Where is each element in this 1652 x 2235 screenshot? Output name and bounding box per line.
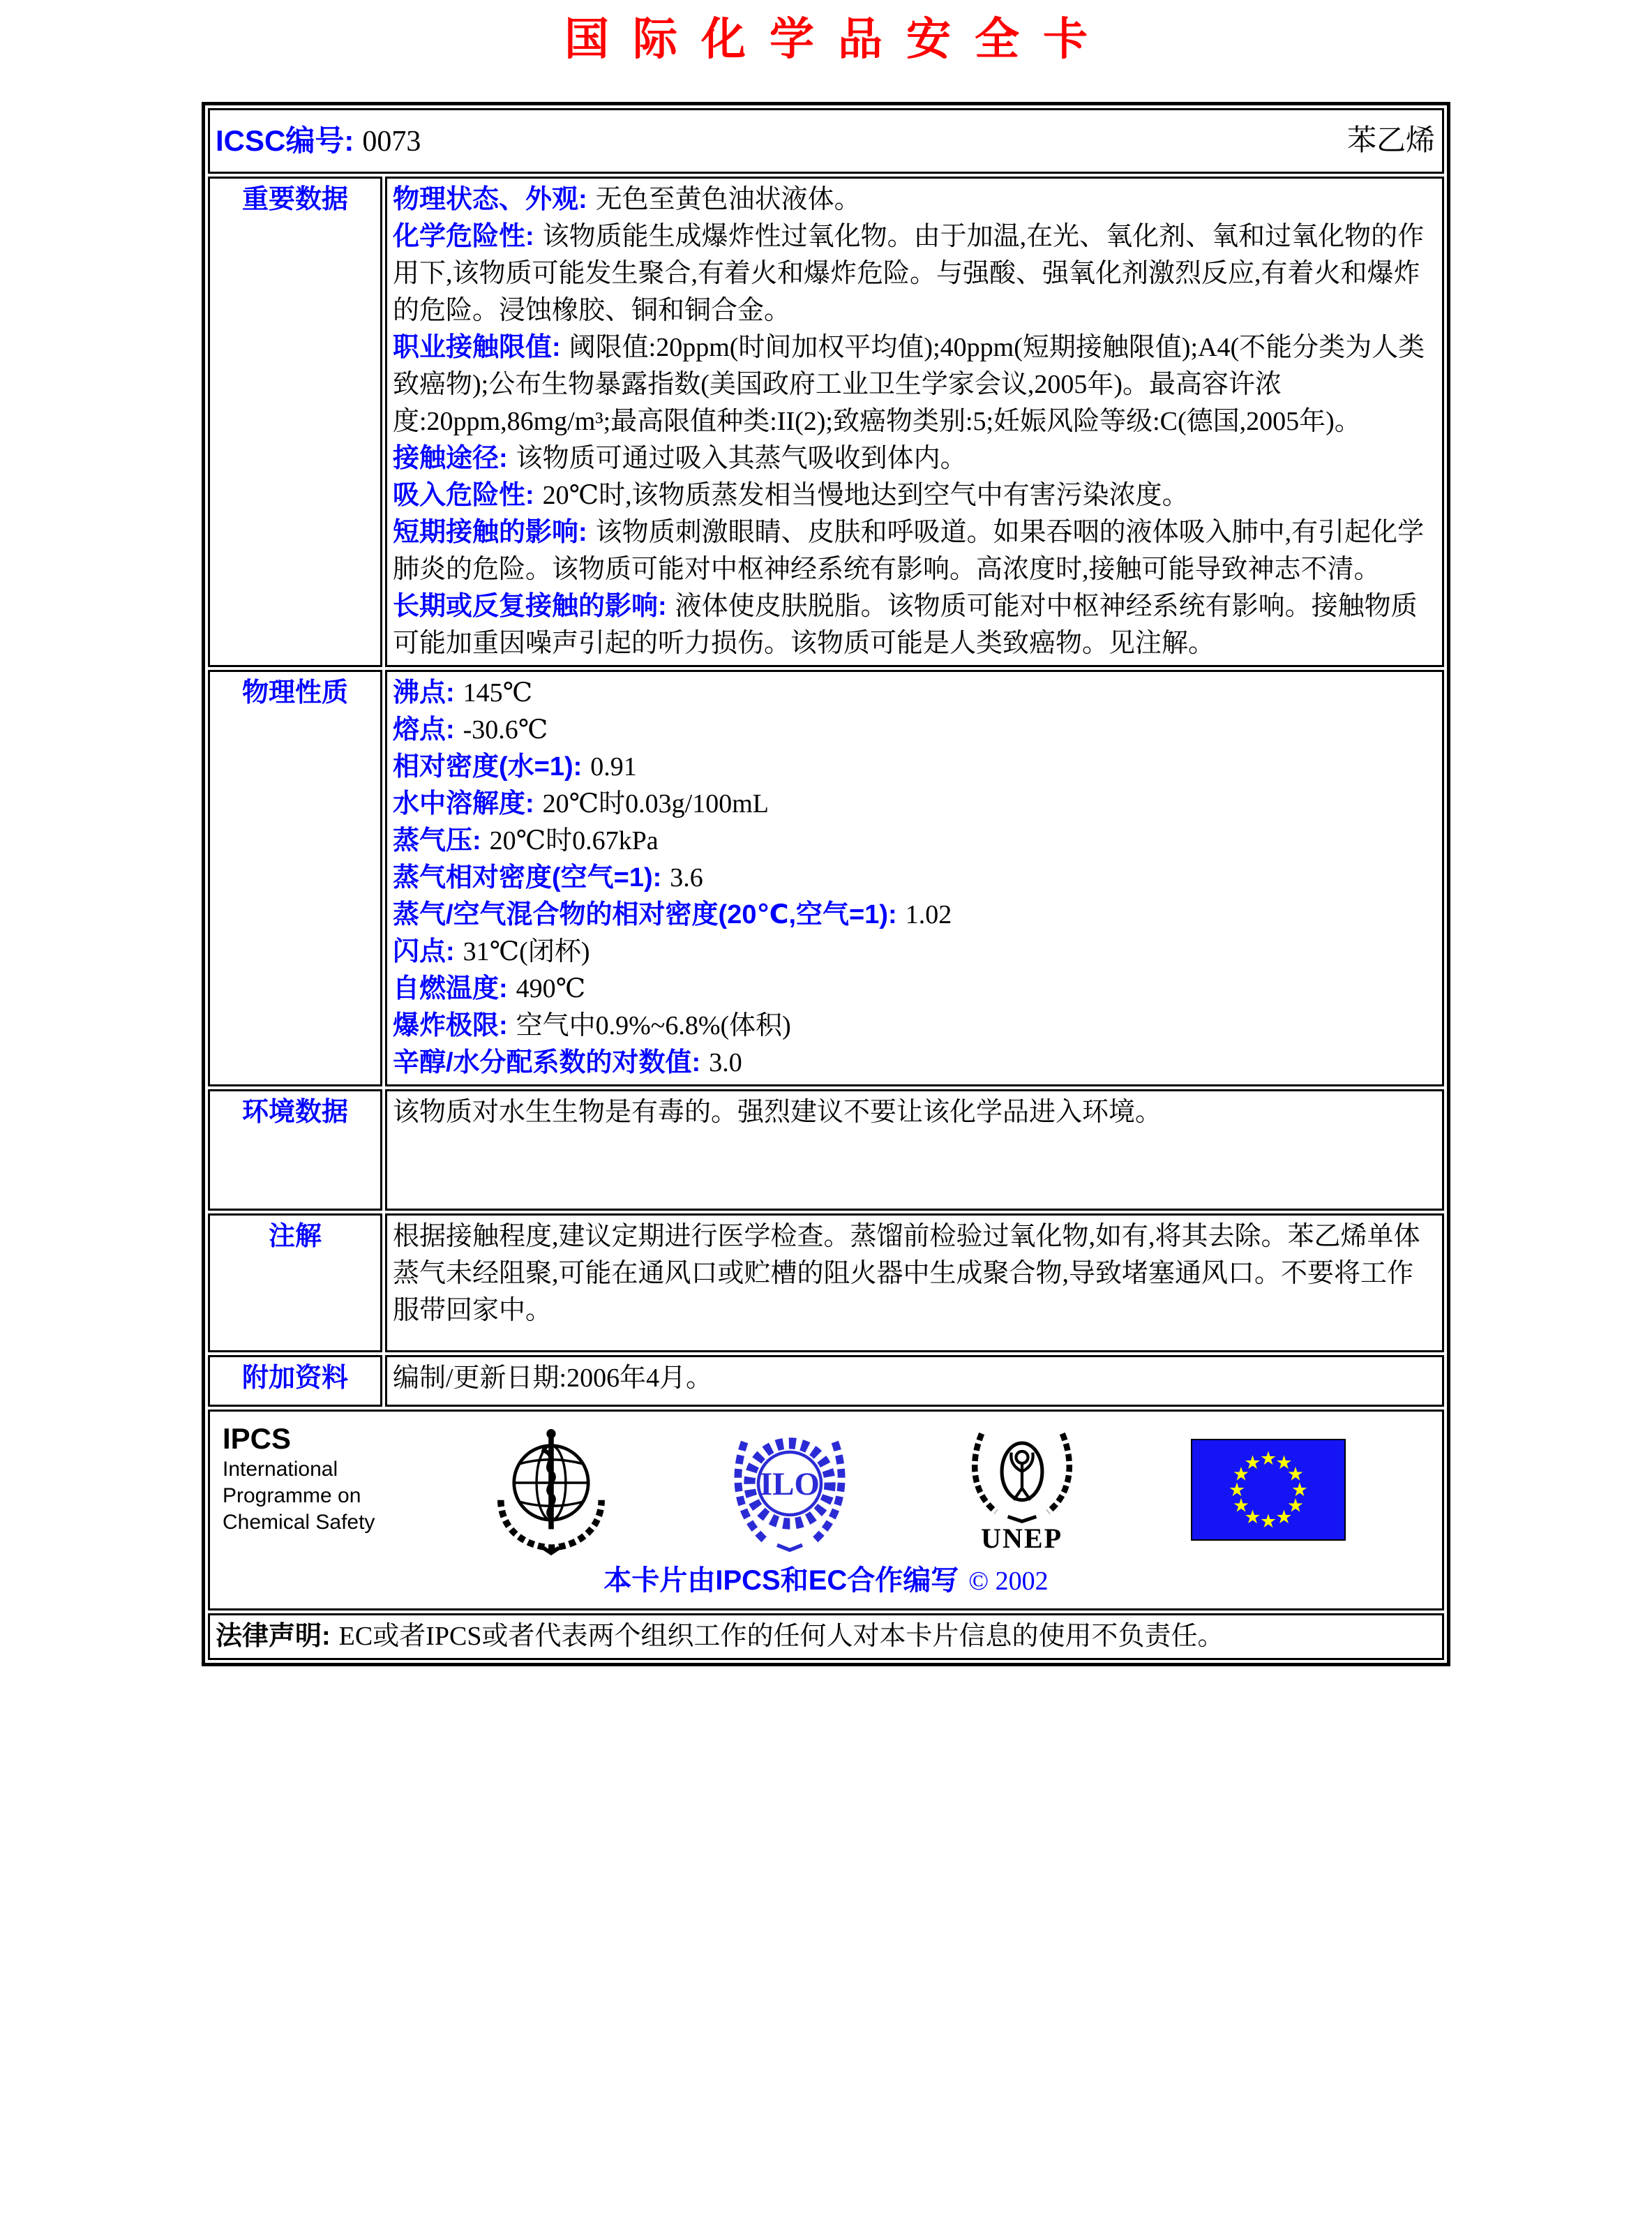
property-line bbox=[393, 897, 1436, 934]
paragraph bbox=[393, 477, 1436, 514]
important-data-content bbox=[385, 177, 1444, 667]
field-label: 爆炸极限: bbox=[393, 1011, 508, 1040]
field-label: 蒸气压: bbox=[393, 826, 481, 855]
field-value: 490℃ bbox=[516, 974, 586, 1003]
field-value: 3.6 bbox=[670, 863, 703, 892]
chemical-name: 苯乙烯 bbox=[1346, 124, 1435, 157]
svg-text:★: ★ bbox=[1291, 1479, 1309, 1501]
svg-text:★: ★ bbox=[1228, 1479, 1246, 1501]
ipcs-line: Chemical Safety bbox=[223, 1511, 375, 1534]
physical-properties-content bbox=[385, 670, 1444, 1086]
field-label: 短期接触的影响: bbox=[393, 518, 587, 547]
property-line bbox=[393, 749, 1436, 786]
additional-info-row bbox=[208, 1355, 1444, 1407]
safety-card-table bbox=[202, 102, 1450, 1666]
environment-data-row bbox=[208, 1089, 1444, 1211]
ipcs-line: International bbox=[223, 1458, 338, 1481]
field-label: 职业接触限值: bbox=[393, 333, 561, 362]
field-label: 长期或反复接触的影响: bbox=[393, 592, 667, 621]
field-label: 熔点: bbox=[393, 715, 455, 745]
svg-text:★: ★ bbox=[1244, 1506, 1261, 1528]
property-line bbox=[393, 1045, 1436, 1082]
field-value: 20℃时0.03g/100mL bbox=[542, 789, 769, 818]
paragraph bbox=[393, 329, 1436, 440]
environment-data-label: 环境数据 bbox=[208, 1089, 382, 1211]
property-line bbox=[393, 1008, 1436, 1045]
paragraph: 根据接触程度,建议定期进行医学检查。蒸馏前检验过氧化物,如有,将其去除。苯乙烯单体蒸气未经阻聚,可能在通风口或贮槽的阻火器中生成聚合物,导致堵塞通风口。不要将工作服带回家中。 bbox=[393, 1222, 1420, 1325]
legal-notice-text: EC或者IPCS或者代表两个组织工作的任何人对本卡片信息的使用不负责任。 bbox=[338, 1622, 1224, 1651]
field-label: 物理状态、外观: bbox=[393, 185, 587, 214]
field-label: 自燃温度: bbox=[393, 974, 508, 1003]
paragraph bbox=[393, 440, 1436, 477]
field-value: 20℃时0.67kPa bbox=[489, 826, 659, 855]
header-cell bbox=[208, 108, 1444, 174]
icsc-number-value: 0073 bbox=[362, 125, 421, 158]
field-text: 该物质能生成爆炸性过氧化物。由于加温,在光、氧化剂、氧和过氧化物的作用下,该物质可能发生聚合,有着火和爆炸危险。与强酸、强氧化剂激烈反应,有着火和爆炸的危险。浸蚀橡胶、铜和铜合金。 bbox=[393, 222, 1425, 325]
svg-text:★: ★ bbox=[1244, 1451, 1261, 1474]
svg-text:★: ★ bbox=[1232, 1495, 1250, 1516]
physical-properties-label: 物理性质 bbox=[208, 670, 382, 1086]
paragraph bbox=[216, 1618, 1436, 1655]
paragraph: 该物质对水生生物是有毒的。强烈建议不要让该化学品进入环境。 bbox=[393, 1098, 1162, 1127]
property-line bbox=[393, 675, 1436, 712]
eu-flag-icon bbox=[1191, 1439, 1346, 1541]
page-title: 国际化学品安全卡 bbox=[564, 14, 1111, 64]
property-line bbox=[393, 786, 1436, 823]
cooperation-caption bbox=[216, 1564, 1436, 1597]
field-label: 化学危险性: bbox=[393, 222, 534, 251]
paragraph bbox=[393, 181, 1436, 218]
svg-text:★: ★ bbox=[1286, 1463, 1305, 1485]
logos-cell bbox=[208, 1410, 1444, 1610]
field-label: 接触途径: bbox=[393, 444, 508, 473]
svg-text:★: ★ bbox=[1286, 1495, 1305, 1516]
field-label: 蒸气相对密度(空气=1): bbox=[393, 863, 662, 892]
field-label: 吸入危险性: bbox=[393, 481, 534, 510]
unep-logo-block bbox=[963, 1426, 1081, 1553]
legal-notice-row bbox=[208, 1613, 1444, 1660]
field-value: 1.02 bbox=[905, 900, 952, 929]
who-logo bbox=[485, 1421, 617, 1557]
paragraph bbox=[393, 588, 1436, 662]
field-value: 3.0 bbox=[709, 1048, 742, 1077]
field-value: 空气中0.9%~6.8%(体积) bbox=[516, 1011, 791, 1040]
icsc-number-label: ICSC编号: bbox=[216, 124, 354, 157]
copyright-text: © 2002 bbox=[968, 1567, 1049, 1596]
unep-wordmark: UNEP bbox=[981, 1522, 1063, 1554]
notes-row bbox=[208, 1213, 1444, 1352]
ipcs-line: Programme on bbox=[223, 1484, 361, 1507]
field-text: 该物质可通过吸入其蒸气吸收到体内。 bbox=[516, 444, 967, 473]
svg-text:ILO: ILO bbox=[760, 1465, 820, 1502]
paragraph bbox=[393, 218, 1436, 329]
icsc-number-group bbox=[216, 122, 421, 160]
paragraph bbox=[393, 514, 1436, 588]
field-value: -30.6℃ bbox=[463, 715, 548, 745]
cooperation-caption-text: 本卡片由IPCS和EC合作编写 bbox=[603, 1565, 959, 1596]
additional-info-content bbox=[385, 1355, 1444, 1407]
svg-text:★: ★ bbox=[1275, 1451, 1293, 1474]
field-text: 20℃时,该物质蒸发相当慢地达到空气中有害污染浓度。 bbox=[542, 481, 1189, 510]
svg-text:★: ★ bbox=[1259, 1510, 1277, 1532]
field-label: 水中溶解度: bbox=[393, 789, 534, 818]
field-label: 相对密度(水=1): bbox=[393, 752, 583, 782]
property-line bbox=[393, 712, 1436, 749]
paragraph: 编制/更新日期:2006年4月。 bbox=[393, 1363, 713, 1393]
important-data-row bbox=[208, 177, 1444, 667]
logos-row bbox=[208, 1410, 1444, 1610]
property-line bbox=[393, 860, 1436, 897]
field-value: 0.91 bbox=[590, 752, 637, 782]
field-text: 无色至黄色油状液体。 bbox=[595, 185, 861, 214]
field-label: 蒸气/空气混合物的相对密度(20℃,空气=1): bbox=[393, 900, 897, 929]
ipcs-text-block bbox=[223, 1421, 375, 1536]
legal-notice-cell bbox=[208, 1613, 1444, 1660]
field-label: 闪点: bbox=[393, 937, 455, 966]
field-label: 辛醇/水分配系数的对数值: bbox=[393, 1048, 701, 1077]
physical-properties-row bbox=[208, 670, 1444, 1086]
field-label: 沸点: bbox=[393, 678, 455, 708]
field-text: 液体使皮肤脱脂。该物质可能对中枢神经系统有影响。接触物质可能加重因噪声引起的听力损伤。该物质可能是人类致癌物。见注解。 bbox=[393, 592, 1418, 658]
header-row bbox=[208, 108, 1444, 174]
ipcs-acronym: IPCS bbox=[223, 1422, 292, 1455]
svg-text:★: ★ bbox=[1232, 1463, 1250, 1485]
notes-label: 注解 bbox=[208, 1213, 382, 1352]
property-line bbox=[393, 971, 1436, 1008]
svg-text:★: ★ bbox=[1259, 1447, 1277, 1470]
field-value: 31℃(闭杯) bbox=[463, 937, 590, 966]
field-text: 阈限值:20ppm(时间加权平均值);40ppm(短期接触限值);A4(不能分类为人类致癌物);公布生物暴露指数(美国政府工业卫生学家会议,2005年)。最高容许浓度:20ppm,86mg/m³;最高限值种类:II(2);致癌物类别:5;妊娠风险等级:C(德国,2005年)。 bbox=[393, 333, 1425, 436]
unep-logo bbox=[963, 1426, 1081, 1524]
ilo-logo bbox=[727, 1423, 853, 1556]
property-line bbox=[393, 934, 1436, 971]
legal-notice-label: 法律声明: bbox=[216, 1622, 331, 1651]
field-text: 该物质刺激眼睛、皮肤和呼吸道。如果吞咽的液体吸入肺中,有引起化学肺炎的危险。该物质可能对中枢神经系统有影响。高浓度时,接触可能导致神志不清。 bbox=[393, 518, 1425, 584]
property-line bbox=[393, 823, 1436, 860]
important-data-label: 重要数据 bbox=[208, 177, 382, 667]
environment-data-content bbox=[385, 1089, 1444, 1211]
field-value: 145℃ bbox=[463, 678, 533, 708]
notes-content bbox=[385, 1213, 1444, 1352]
additional-info-label: 附加资料 bbox=[208, 1355, 382, 1407]
svg-text:★: ★ bbox=[1275, 1506, 1293, 1528]
